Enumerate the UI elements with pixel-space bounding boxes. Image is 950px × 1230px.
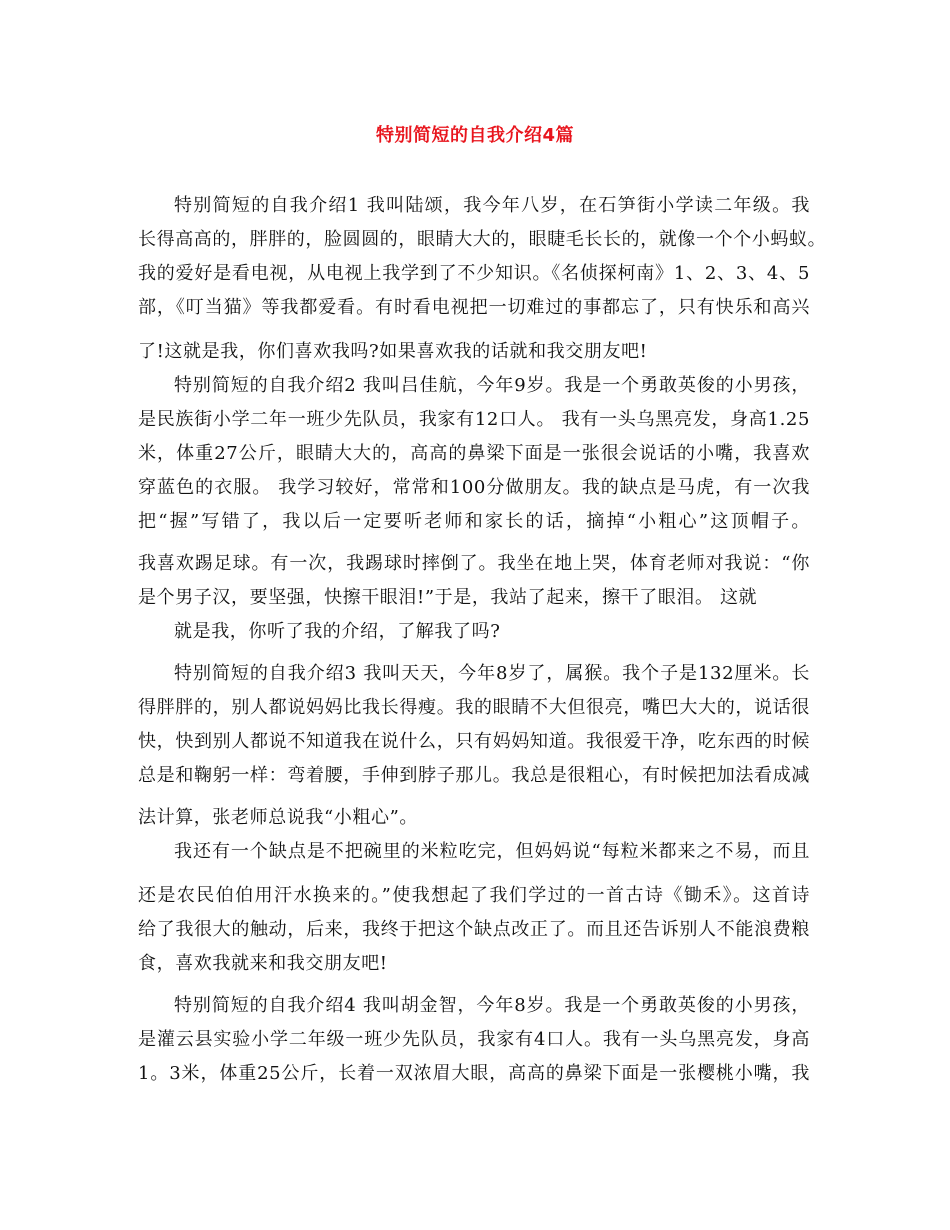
text-line: 总是和鞠躬一样：弯着腰，手伸到脖子那儿。我总是很粗心，有时候把加法看成减 — [138, 765, 810, 786]
text-line: 特别简短的自我介绍3 我叫天天，今年8岁了，属猴。我个子是132厘米。长 — [174, 663, 810, 684]
text-line: 米，体重27公斤，眼睛大大的，高高的鼻梁下面是一张很会说话的小嘴，我喜欢 — [138, 443, 810, 464]
text-line: 穿蓝色的衣服。 我学习较好，常常和100分做朋友。我的缺点是马虎，有一次我 — [138, 477, 810, 498]
text-line: 部，《叮当猫》等我都爱看。有时看电视把一切难过的事都忘了，只有快乐和高兴 — [138, 297, 810, 318]
text-line: 是灌云县实验小学二年级一班少先队员，我家有4口人。我有一头乌黑亮发，身高 — [138, 1029, 810, 1050]
text-line: 还是农民伯伯用汗水换来的。”使我想起了我们学过的一首古诗《锄禾》。这首诗 — [138, 885, 810, 906]
document-title: 特别简短的自我介绍4篇 — [375, 125, 575, 146]
text-line: 我还有一个缺点是不把碗里的米粒吃完，但妈妈说“每粒米都来之不易，而且 — [174, 841, 810, 862]
text-line: 把“握”写错了，我以后一定要听老师和家长的话，摘掉“小粗心”这顶帽子。 — [138, 511, 810, 532]
text-line: 了!这就是我，你们喜欢我吗?如果喜欢我的话就和我交朋友吧! — [138, 341, 648, 362]
text-line: 我的爱好是看电视，从电视上我学到了不少知识。《名侦探柯南》1、2、3、4、5 — [138, 263, 810, 284]
text-line: 给了我很大的触动，后来，我终于把这个缺点改正了。而且还告诉别人不能浪费粮 — [138, 919, 810, 940]
text-line: 法计算，张老师总说我“小粗心”。 — [138, 807, 419, 828]
text-line: 是个男子汉，要坚强，快擦干眼泪!”于是，我站了起来，擦干了眼泪。 这就 — [138, 587, 758, 608]
text-line: 得胖胖的，别人都说妈妈比我长得瘦。我的眼睛不大但很亮，嘴巴大大的，说话很 — [138, 697, 810, 718]
text-line: 食，喜欢我就来和我交朋友吧! — [138, 953, 388, 974]
text-line: 快，快到别人都说不知道我在说什么，只有妈妈知道。我很爱干净，吃东西的时候 — [138, 731, 810, 752]
text-line: 特别简短的自我介绍2 我叫吕佳航，今年9岁。我是一个勇敢英俊的小男孩， — [174, 375, 810, 396]
text-line: 我喜欢踢足球。有一次，我踢球时摔倒了。我坐在地上哭，体育老师对我说：“你 — [138, 553, 810, 574]
text-line: 特别简短的自我介绍1 我叫陆颂，我今年八岁，在石笋街小学读二年级。我 — [174, 195, 810, 216]
text-line: 1。3米，体重25公斤，长着一双浓眉大眼，高高的鼻梁下面是一张樱桃小嘴，我 — [138, 1063, 810, 1084]
text-line: 是民族街小学二年一班少先队员，我家有12口人。 我有一头乌黑亮发，身高1.25 — [138, 409, 810, 430]
text-line: 就是我，你听了我的介绍，了解我了吗? — [174, 621, 501, 642]
text-line: 特别简短的自我介绍4 我叫胡金智，今年8岁。我是一个勇敢英俊的小男孩， — [174, 995, 810, 1016]
text-line: 长得高高的，胖胖的，脸圆圆的，眼睛大大的，眼睫毛长长的，就像一个个小蚂蚁。 — [138, 229, 827, 250]
